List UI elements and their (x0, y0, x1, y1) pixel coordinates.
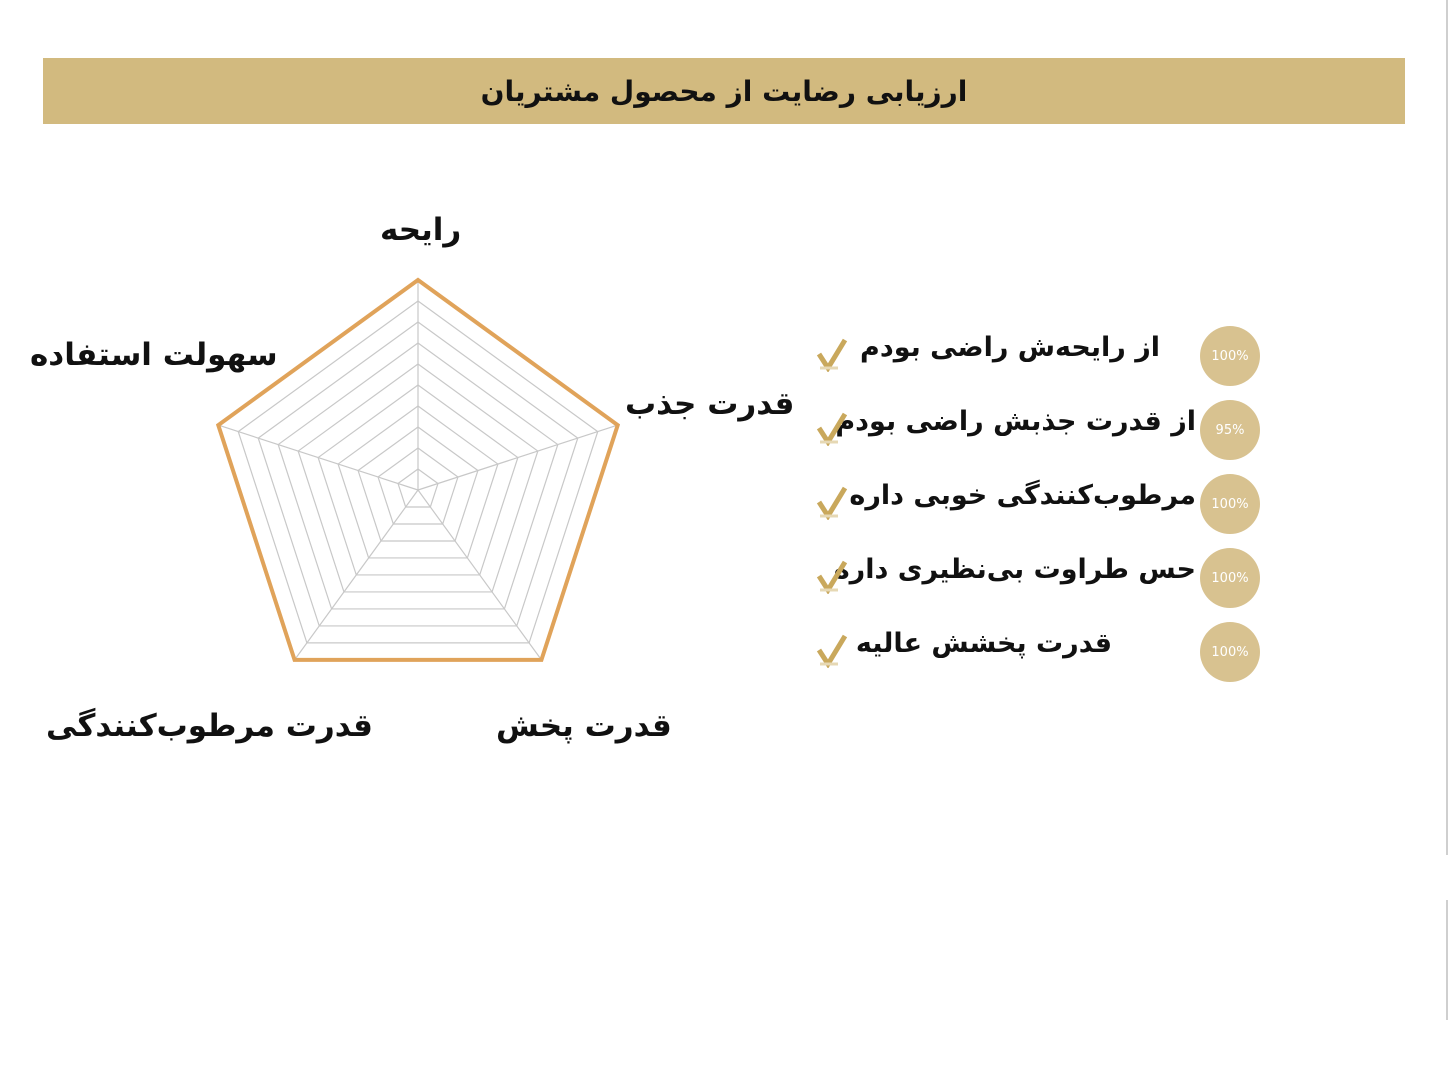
stat-row (812, 548, 1272, 608)
page-title: ارزیابی رضایت از محصول مشتریان (480, 74, 968, 108)
title-banner (43, 58, 1405, 124)
check-icon (816, 412, 848, 446)
percent-badge: 100% (1200, 548, 1260, 608)
stat-text: مرطوب‌کنندگی خوبی داره (849, 480, 1196, 511)
percent-badge: 100% (1200, 326, 1260, 386)
radar-chart (0, 190, 840, 730)
check-icon (816, 486, 848, 520)
edge-divider (1446, 0, 1448, 855)
check-icon (816, 338, 848, 372)
stat-row (812, 474, 1272, 534)
check-icon (816, 560, 848, 594)
check-icon (816, 634, 848, 668)
stat-row (812, 326, 1272, 386)
stat-text: قدرت پخشش عالیه (855, 628, 1112, 659)
percent-badge: 95% (1200, 400, 1260, 460)
stat-row (812, 622, 1272, 682)
stat-row (812, 400, 1272, 460)
stat-text: از قدرت جذبش راضی بودم (835, 406, 1196, 437)
axis-label-spread: قدرت پخش (496, 708, 672, 744)
axis-label-absorption: قدرت جذب (625, 386, 795, 422)
edge-divider (1446, 900, 1448, 1020)
stat-text: از رایحه‌ش راضی بودم (860, 332, 1160, 363)
radar-spoke (418, 425, 618, 490)
axis-label-ease-of-use: سهولت استفاده (30, 337, 278, 373)
percent-badge: 100% (1200, 622, 1260, 682)
axis-label-scent: رایحه (380, 212, 462, 248)
percent-badge: 100% (1200, 474, 1260, 534)
stat-text: حس طراوت بی‌نظیری داره (833, 554, 1196, 585)
axis-label-moisturizing: قدرت مرطوب‌کنندگی (46, 708, 373, 744)
radar-spoke (218, 425, 418, 490)
